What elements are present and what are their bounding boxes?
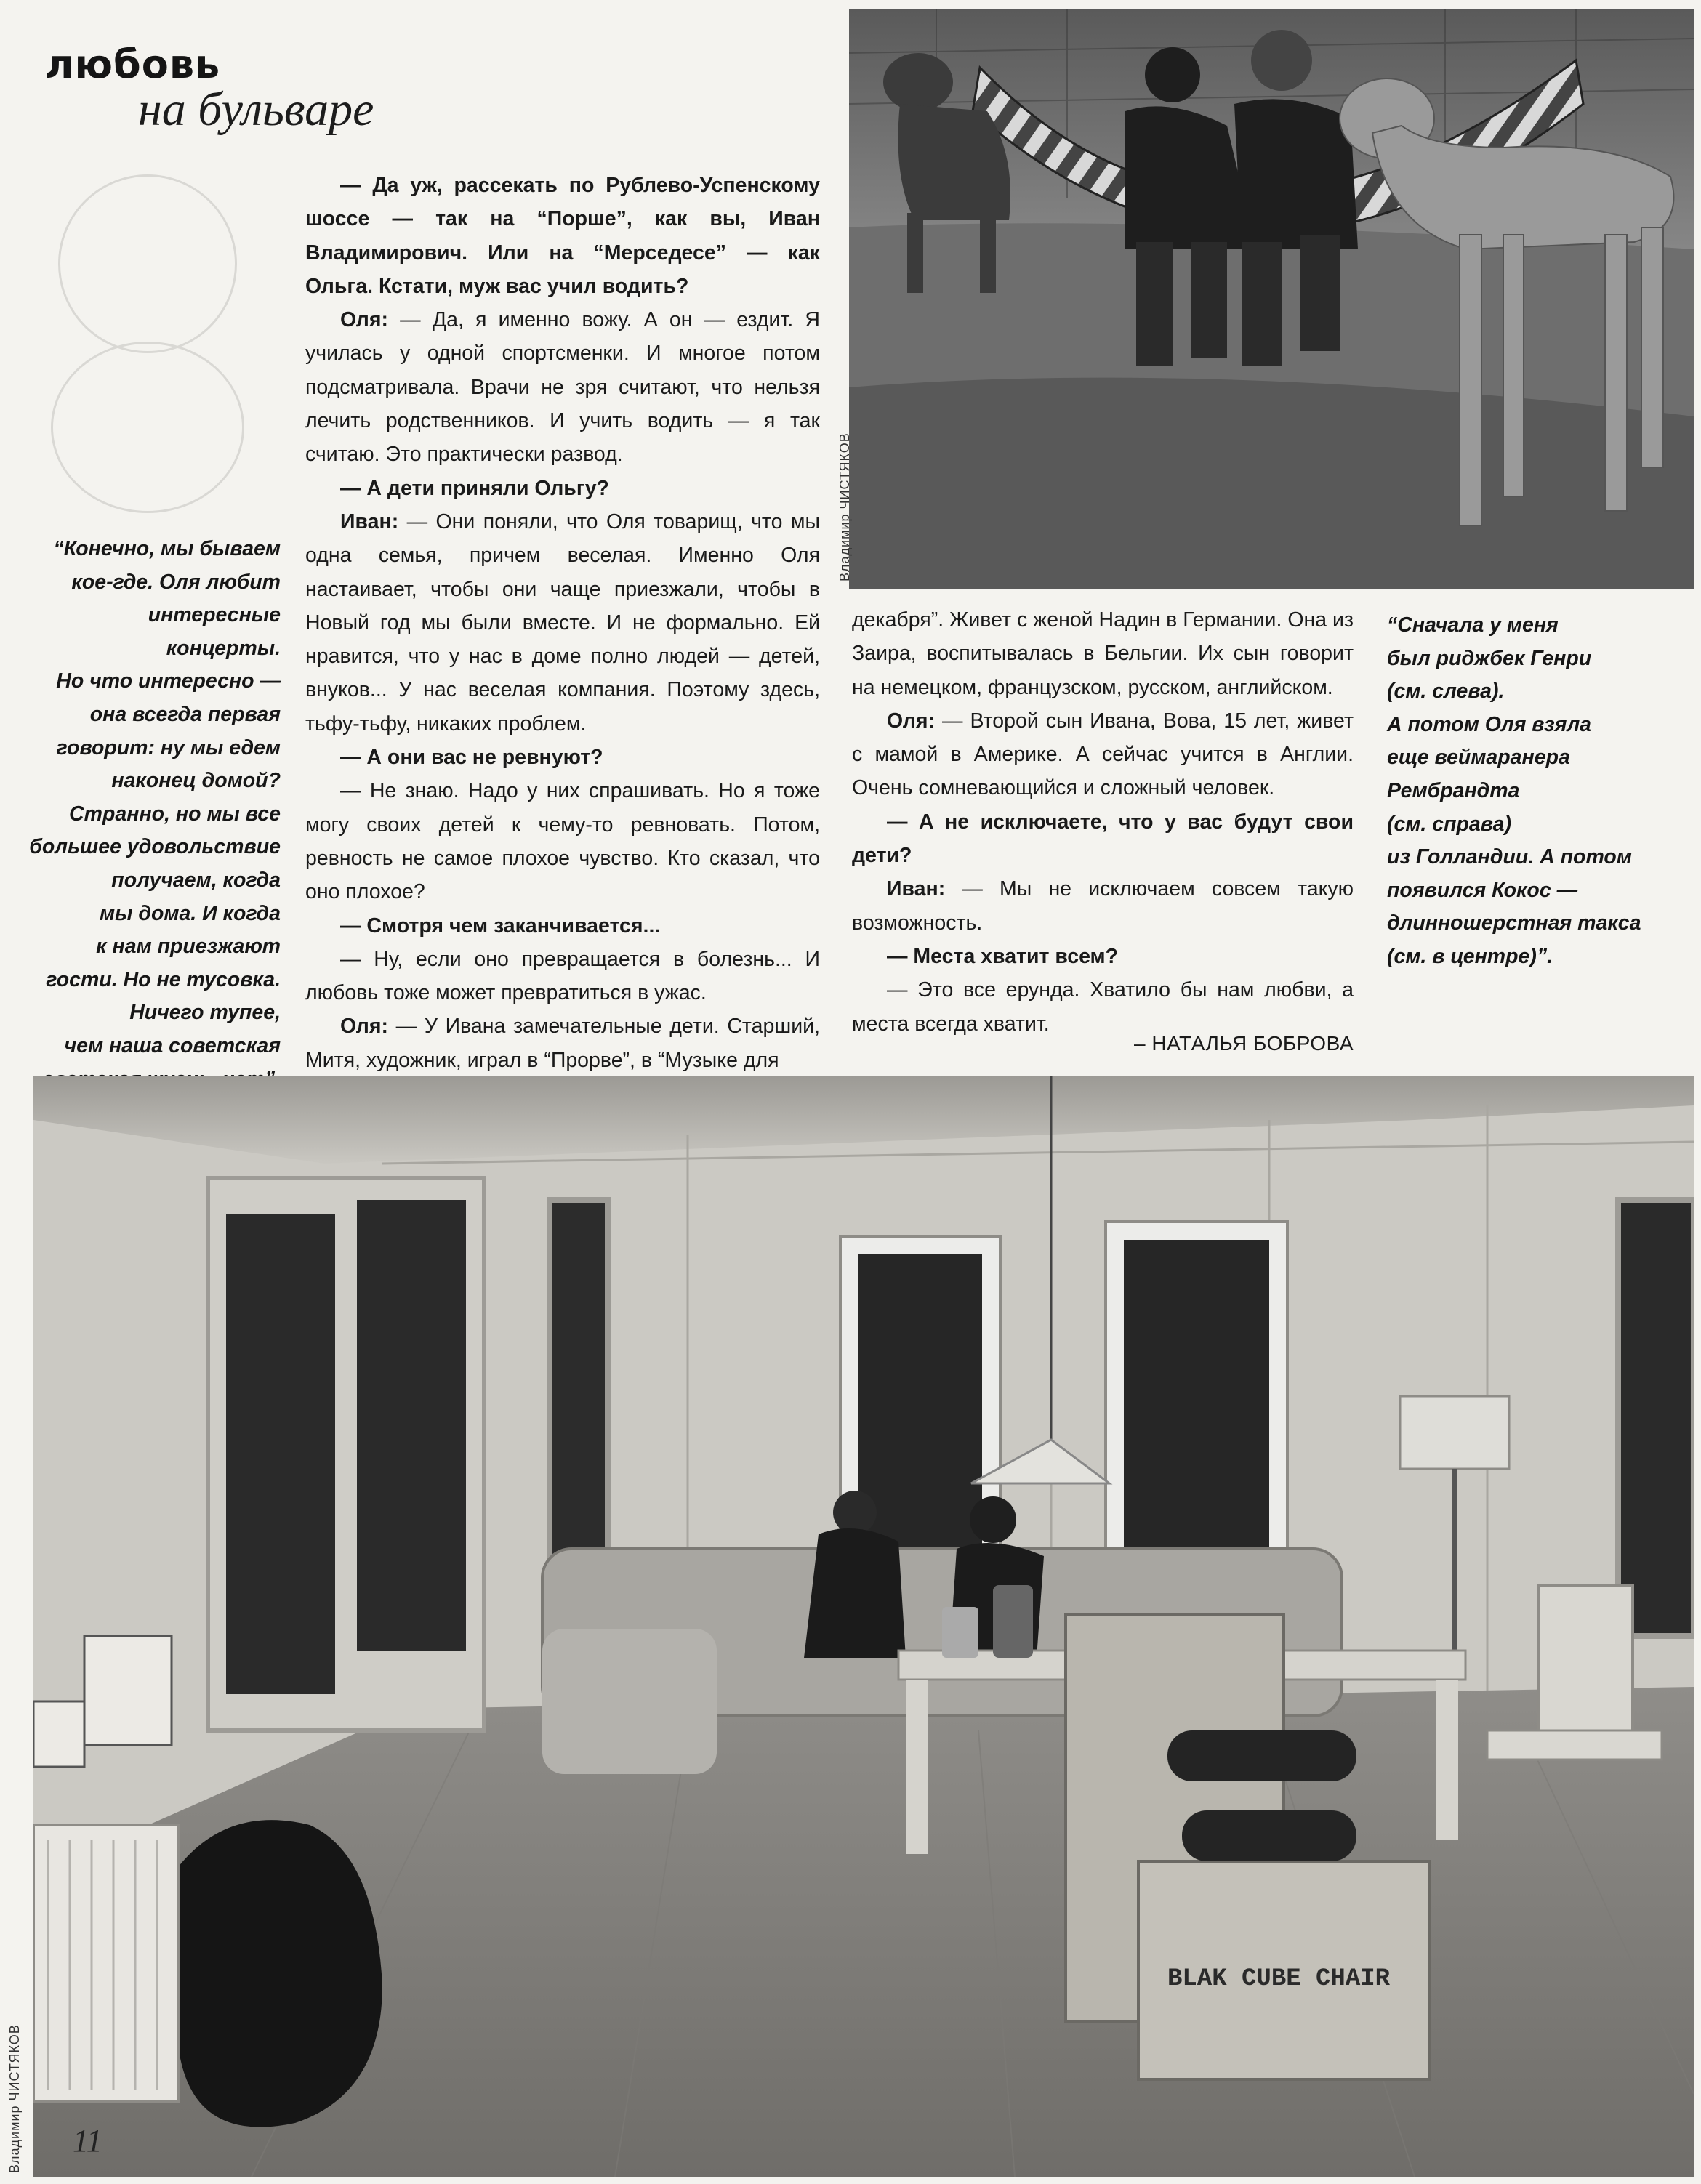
pull-quote-line: к нам приезжают [96, 935, 281, 959]
pull-quote-line: “Сначала у меня [1387, 613, 1559, 637]
pull-quote-line: (см. слева). [1387, 680, 1505, 704]
pull-quote-line: получаем, когда [111, 868, 281, 892]
speaker-name: Оля: [340, 308, 389, 332]
pull-quote-line: “Конечно, мы бываем [53, 537, 281, 560]
paragraph [305, 303, 820, 471]
pull-quote-line: кое-где. Оля любит [71, 570, 281, 594]
interview-question: — Смотря чем заканчивается... [340, 914, 661, 938]
paragraph [852, 704, 1354, 805]
interview-answer: декабря”. Живет с женой Надин в Германии. Она из Заира, воспитывалась в Бельгии. Их сын говорит на немецком, французском, русском, английском. [852, 608, 1354, 699]
speaker-name: Иван: [340, 509, 399, 533]
paragraph [305, 943, 820, 1010]
crate-label: BLAK CUBE CHAIR [1167, 1965, 1391, 1993]
ghost-circle [58, 174, 237, 353]
paragraph [852, 603, 1354, 704]
byline: – НАТАЛЬЯ БОБРОВА [1134, 1032, 1354, 1055]
paragraph [305, 909, 820, 943]
paragraph [852, 872, 1354, 940]
photo-living-room [33, 1076, 1694, 2177]
paragraph [305, 774, 820, 908]
pull-quote-line: из Голландии. А потом [1387, 845, 1632, 869]
pull-quote-right [1387, 609, 1692, 974]
interview-question: — А не исключаете, что у вас будут свои дети? [852, 810, 1354, 868]
photo-hammock-dogs-drawing [849, 9, 1694, 589]
interview-answer: — Ну, если оно превращается в болезнь... И любовь тоже может превратиться в ужас. [305, 947, 820, 1005]
interview-answer: — Второй сын Ивана, Вова, 15 лет, живет с мамой в Америке. А сейчас учится в Англии. Очень сомневающийся и сложный человек. [852, 709, 1354, 800]
pull-quote-line: говорит: ну мы едем [56, 736, 281, 759]
paragraph [852, 940, 1354, 973]
pull-quote-line: Ничего тупее, [129, 1001, 281, 1025]
pull-quote-line: наконец домой? [111, 769, 281, 793]
pull-quote-line: еще веймаранера [1387, 746, 1570, 770]
header-title-line2: на бульваре [138, 83, 374, 136]
speaker-name: Оля: [340, 1015, 389, 1039]
pull-quote-line: (см. справа) [1387, 812, 1511, 836]
interview-question: — Да уж, рассекать по Рублево-Успенскому шоссе — так на “Порше”, как вы, Иван Владимирович. Или на “Мерседесе” — как Ольга. Кстати, муж вас учил водить? [305, 174, 820, 298]
pull-quote-line: А потом Оля взяла [1387, 712, 1592, 736]
header-title-line1: любовь [45, 41, 221, 87]
page-number: 11 [73, 2123, 102, 2159]
pull-quote-line: она всегда первая [89, 702, 281, 726]
paragraph [852, 805, 1354, 873]
pull-quote-line: чем наша советская [64, 1033, 281, 1057]
photo-hammock-dogs [849, 9, 1694, 589]
pull-quote-line: большее удовольствие [29, 835, 281, 859]
paragraph [305, 505, 820, 741]
interview-answer: — Да, я именно вожу. А он — ездит. Я училась у одной спортсменки. И многое потом подсматривала. Врачи не зря считают, что нельзя лечить родственников. И учить водить — я так считаю. Это практически развод. [305, 308, 820, 467]
article-column-2 [852, 603, 1354, 1041]
pull-quote-line: интересные концерты. [148, 603, 281, 660]
interview-question: — А они вас не ревнуют? [340, 746, 603, 770]
ghost-circle [51, 342, 244, 513]
interview-answer: — Мы не исключаем совсем такую возможность. [852, 877, 1354, 935]
speaker-name: Оля: [887, 709, 936, 733]
photo-credit-top: Владимир ЧИСТЯКОВ [837, 432, 852, 581]
photo-living-room-drawing [33, 1076, 1694, 2177]
interview-question: — А дети приняли Ольгу? [340, 476, 609, 500]
paragraph [305, 169, 820, 303]
pull-quote-line: длинношерстная такса [1387, 911, 1641, 935]
interview-answer: — Не знаю. Надо у них спрашивать. Но я тоже могу своих детей к чему-то ревновать. Потом, ревность не самое плохое чувство. Кто сказал, что оно плохое? [305, 779, 820, 904]
speaker-name: Иван: [887, 877, 946, 901]
pull-quote-line: гости. Но не тусовка. [46, 967, 281, 991]
paragraph [305, 741, 820, 774]
photo-credit-bottom: Владимир ЧИСТЯКОВ [7, 2024, 22, 2173]
pull-quote-line: мы дома. И когда [100, 901, 281, 925]
interview-answer: — У Ивана замечательные дети. Старший, Митя, художник, играл в “Прорве”, в “Музыке для [305, 1015, 820, 1072]
pull-quote-line: Рембрандта [1387, 778, 1520, 802]
article-column-1 [305, 169, 820, 1077]
paragraph [305, 1010, 820, 1077]
interview-answer: — Они поняли, что Оля товарищ, что мы одна семья, причем веселая. Именно Оля настаивает, чтобы они чаще приезжали, чтобы в Новый год мы были вместе. И не формально. Ей нравится, что у нас в доме полно людей — детей, внуков... У нас веселая компания. Поэтому здесь, тьфу-тьфу, никаких проблем. [305, 509, 820, 736]
pull-quote-line: был риджбек Генри [1387, 646, 1592, 670]
paragraph [852, 973, 1354, 1041]
pull-quote-line: Странно, но мы все [69, 802, 281, 826]
interview-answer: — Это все ерунда. Хватило бы нам любви, а места всегда хватит. [852, 978, 1354, 1036]
pull-quote-line: появился Кокос — [1387, 878, 1578, 902]
pull-quote-left [29, 533, 281, 1096]
pull-quote-line: Но что интересно — [56, 669, 281, 693]
interview-question: — Места хватит всем? [887, 944, 1119, 968]
paragraph [305, 472, 820, 505]
pull-quote-line: (см. в центре)”. [1387, 944, 1553, 968]
